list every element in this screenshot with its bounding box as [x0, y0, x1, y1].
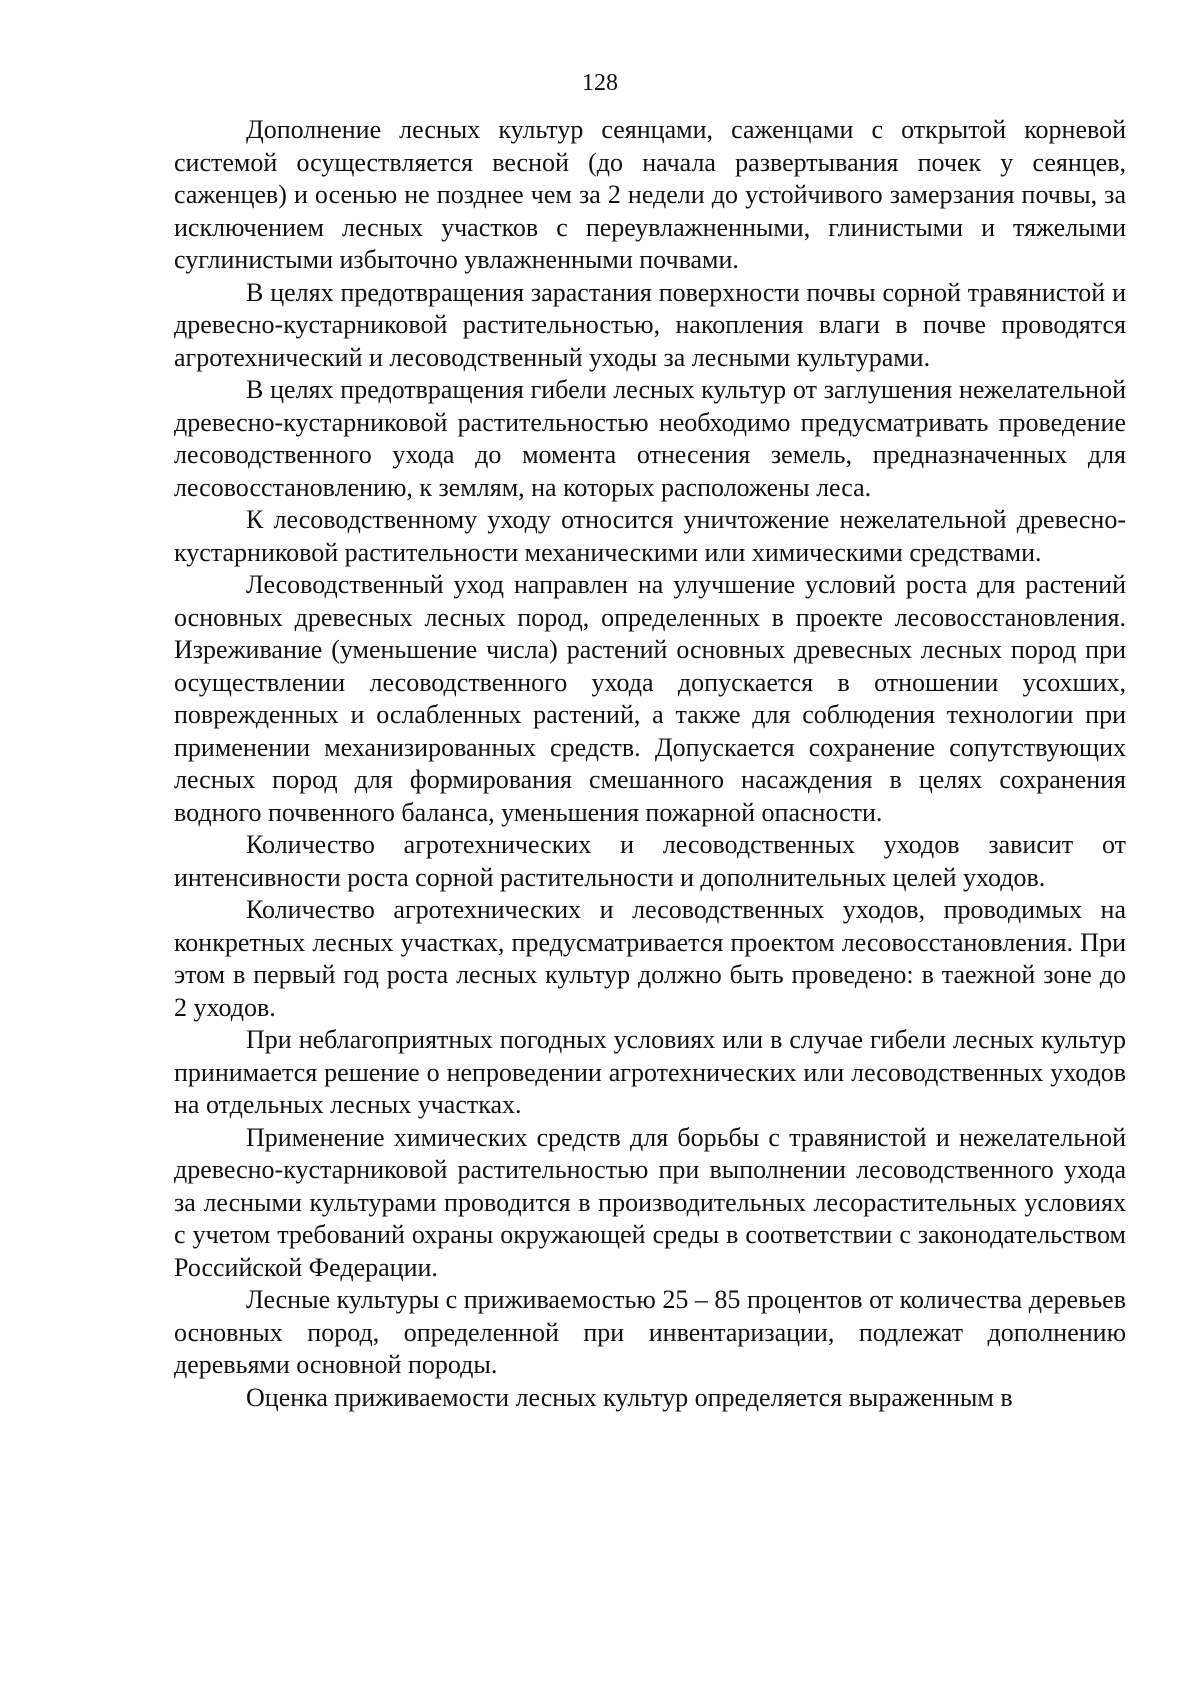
paragraph: Применение химических средств для борьбы с травянистой и нежелательной древесно-кустарниковой растительностью при выполнении лесоводственного ухода за лесными культурами проводится в производительных лесорастительных условиях с учетом требований охраны окружающей среды в соответствии с законодательством Российской Федерации.: [174, 1122, 1126, 1282]
paragraph: Количество агротехнических и лесоводственных уходов зависит от интенсивности роста сорной растительности и дополнительных целей уходов.: [174, 830, 1126, 892]
document-body: [174, 114, 1126, 1414]
paragraph: При неблагоприятных погодных условиях или в случае гибели лесных культур принимается решение о непроведении агротехнических или лесоводственных уходов на отдельных лесных участках.: [174, 1025, 1126, 1119]
paragraph: Лесоводственный уход направлен на улучшение условий роста для растений основных древесных лесных пород, определенных в проекте лесовосстановления. Изреживание (уменьшение числа) растений основных древесных лесных пород при осуществлении лесоводственного ухода допускается в отношении усохших, поврежденных и ослабленных растений, а также для соблюдения технологии при применении механизированных средств. Допускается сохранение сопутствующих лесных пород для формирования смешанного насаждения в целях сохранения водного почвенного баланса, уменьшения пожарной опасности.: [174, 570, 1126, 827]
paragraph: Лесные культуры с приживаемостью 25 – 85 процентов от количества деревьев основных пород, определенной при инвентаризации, подлежат дополнению деревьями основной породы.: [174, 1285, 1126, 1379]
paragraph: Количество агротехнических и лесоводственных уходов, проводимых на конкретных лесных участках, предусматривается проектом лесовосстановления. При этом в первый год роста лесных культур должно быть проведено: в таежной зоне до 2 уходов.: [174, 895, 1126, 1022]
paragraph: К лесоводственному уходу относится уничтожение нежелательной древесно-кустарниковой растительности механическими или химическими средствами.: [174, 505, 1126, 567]
paragraph: Оценка приживаемости лесных культур определяется выраженным в: [246, 1382, 1013, 1412]
paragraph: В целях предотвращения зарастания поверхности почвы сорной травянистой и древесно-кустарниковой растительностью, накопления влаги в почве проводятся агротехнический и лесоводственный уходы за лесными культурами.: [174, 277, 1126, 372]
paragraph: Дополнение лесных культур сеянцами, саженцами с открытой корневой системой осуществляется весной (до начала развертывания почек у сеянцев, саженцев) и осенью не позднее чем за 2 недели до устойчивого замерзания почвы, за исключением лесных участков с переувлажненными, глинистыми и тяжелыми суглинистыми избыточно увлажненными почвами.: [174, 115, 1126, 274]
paragraph: В целях предотвращения гибели лесных культур от заглушения нежелательной древесно-кустарниковой растительностью необходимо предусматривать проведение лесоводственного ухода до момента отнесения земель, предназначенных для лесовосстановлению, к землям, на которых расположены леса.: [174, 375, 1126, 502]
page-number: 128: [582, 70, 618, 96]
